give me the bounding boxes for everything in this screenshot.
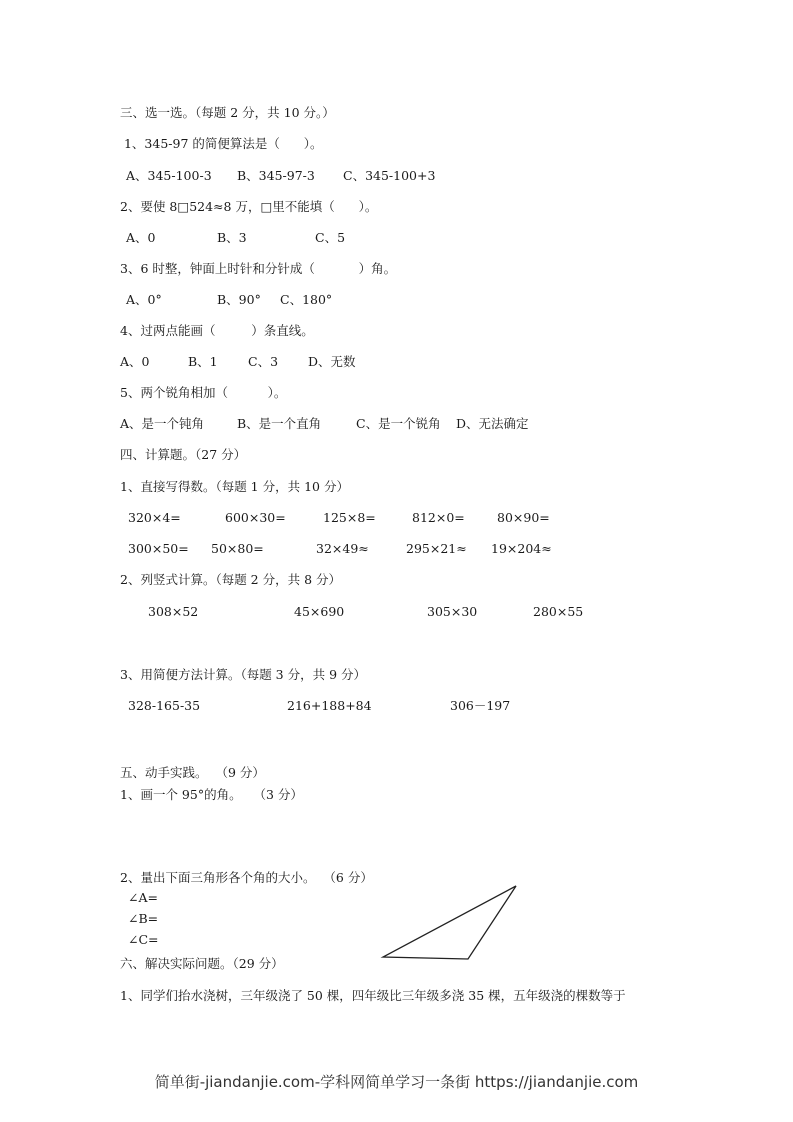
question-5: 5、两个锐角相加（ ）。 (120, 385, 287, 400)
word-problem-1: 1、同学们抬水浇树，三年级浇了 50 棵，四年级比三年级多浇 35 棵，五年级浇的棵数等于 (120, 988, 626, 1003)
angle-c-label: ∠C= (128, 932, 159, 947)
angle-b-label: ∠B= (128, 911, 159, 926)
section-3-title: 三、选一选。（每题 2 分，共 10 分。） (120, 105, 335, 120)
option-a: A、0 (120, 354, 150, 369)
calc-item: 80×90= (497, 510, 550, 525)
calc-item: 19×204≈ (491, 541, 552, 556)
option-d: D、无法确定 (456, 416, 529, 431)
calc-item: 32×49≈ (316, 541, 369, 556)
part-1-title: 1、直接写得数。（每题 1 分，共 10 分） (120, 479, 349, 494)
calc-item: 812×0= (412, 510, 465, 525)
option-b: B、1 (188, 354, 218, 369)
option-b: B、3 (217, 230, 247, 245)
option-a: A、345-100-3 (126, 168, 212, 183)
vertical-calc-item: 280×55 (533, 604, 584, 619)
calc-item: 320×4= (128, 510, 181, 525)
option-c: C、180° (280, 292, 333, 307)
option-c: C、是一个锐角 (356, 416, 441, 431)
triangle-shape (383, 886, 516, 959)
vertical-calc-item: 45×690 (294, 604, 345, 619)
simple-calc-item: 216+188+84 (287, 698, 372, 713)
simple-calc-item: 306－197 (450, 698, 511, 713)
option-c: C、3 (248, 354, 279, 369)
section-5-title: 五、动手实践。 （9 分） (120, 765, 265, 780)
question-1: 1、345-97 的简便算法是（ ）。 (120, 136, 323, 151)
practice-question-1: 1、画一个 95°的角。 （3 分） (120, 787, 303, 802)
calc-item: 50×80= (211, 541, 264, 556)
option-c: C、5 (315, 230, 346, 245)
option-b: B、90° (217, 292, 261, 307)
simple-calc-item: 328-165-35 (128, 698, 201, 713)
calc-item: 600×30= (225, 510, 286, 525)
option-a: A、0° (126, 292, 162, 307)
calc-item: 300×50= (128, 541, 189, 556)
question-3: 3、6 时整，钟面上时针和分针成（ ）角。 (120, 261, 397, 276)
option-b: B、345-97-3 (237, 168, 315, 183)
option-b: B、是一个直角 (237, 416, 322, 431)
calc-item: 125×8= (323, 510, 376, 525)
option-d: D、无数 (308, 354, 356, 369)
page-footer: 简单街-jiandanjie.com-学科网简单学习一条街 https://jiandanjie.com (154, 1073, 639, 1091)
option-a: A、0 (126, 230, 156, 245)
vertical-calc-item: 308×52 (148, 604, 199, 619)
question-2: 2、要使 8□524≈8 万，□里不能填（ ）。 (120, 199, 378, 214)
section-6-title: 六、解决实际问题。（29 分） (120, 956, 284, 971)
question-4: 4、过两点能画（ ）条直线。 (120, 323, 314, 338)
angle-a-label: ∠A= (128, 890, 158, 905)
part-3-title: 3、用简便方法计算。（每题 3 分，共 9 分） (120, 667, 367, 682)
option-c: C、345-100+3 (343, 168, 436, 183)
vertical-calc-item: 305×30 (427, 604, 478, 619)
practice-question-2: 2、量出下面三角形各个角的大小。 （6 分） (120, 870, 373, 885)
part-2-title: 2、列竖式计算。（每题 2 分，共 8 分） (120, 572, 342, 587)
calc-item: 295×21≈ (406, 541, 467, 556)
section-4-title: 四、计算题。（27 分） (120, 447, 247, 462)
option-a: A、是一个钝角 (120, 416, 205, 431)
